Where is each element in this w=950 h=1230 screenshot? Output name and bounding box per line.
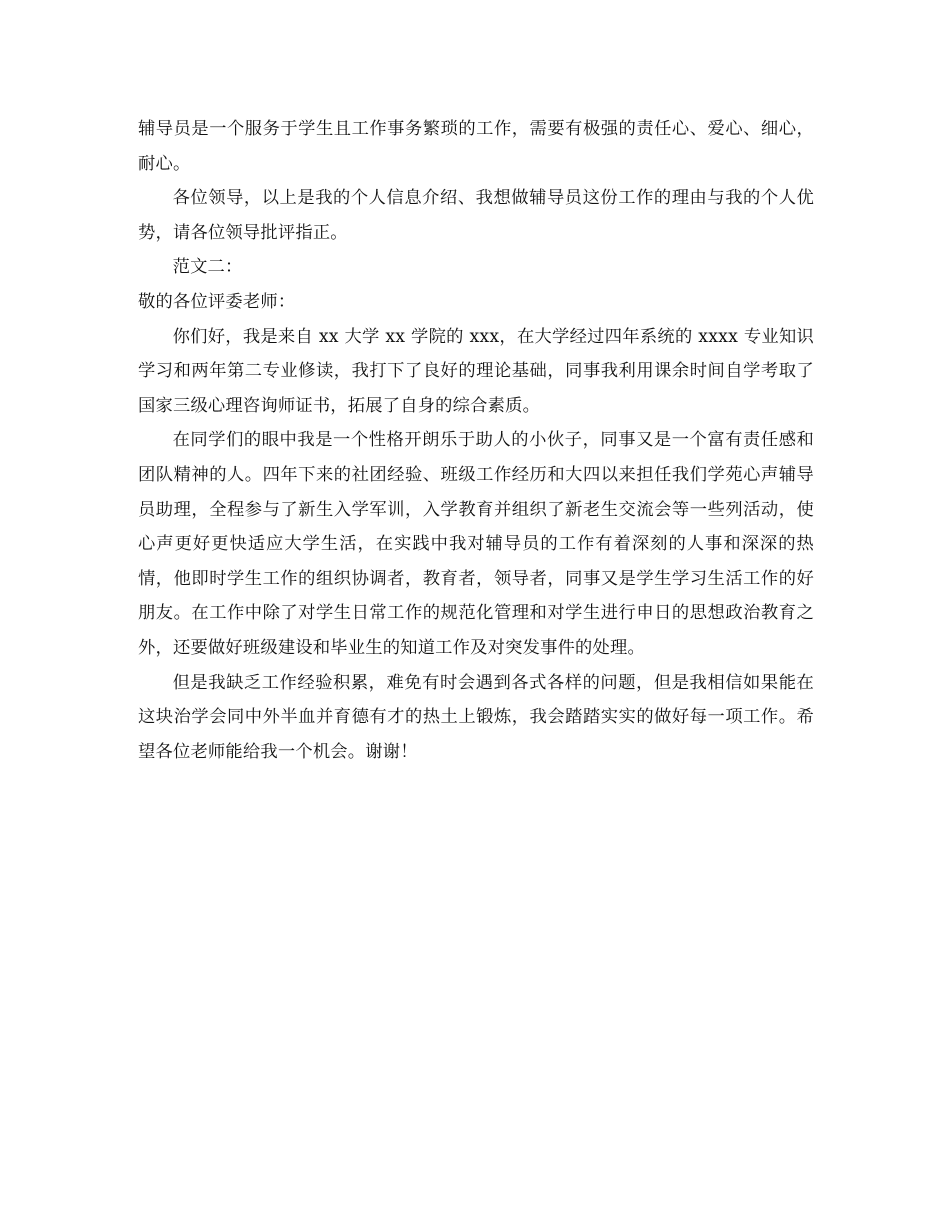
paragraph-introduction: 你们好，我是来自 xx 大学 xx 学院的 xxx，在大学经过四年系统的 xxxx 专业知识学习和两年第二专业修读，我打下了良好的理论基础，同事我利用课余时间自学考取了国家三级心理咨询师证书，拓展了自身的综合素质。 bbox=[138, 326, 814, 416]
salutation: 敬的各位评委老师： bbox=[138, 291, 296, 312]
paragraph-closing-remark: 各位领导，以上是我的个人信息介绍、我想做辅导员这份工作的理由与我的个人优势，请各位领导批评指正。 bbox=[138, 188, 814, 243]
document-body bbox=[138, 112, 814, 769]
paragraph-experience: 在同学们的眼中我是一个性格开朗乐于助人的小伙子，同事又是一个富有责任感和团队精神的人。四年下来的社团经验、班级工作经历和大四以来担任我们学苑心声辅导员助理，全程参与了新生入学军训，入学教育并组织了新老生交流会等一些列活动，使心声更好更快适应大学生活，在实践中我对辅导员的工作有着深刻的人事和深深的热情，他即时学生工作的组织协调者，教育者，领导者，同事又是学生学习生活工作的好朋友。在工作中除了对学生日常工作的规范化管理和对学生进行申日的思想政治教育之外，还要做好班级建设和毕业生的知道工作及对突发事件的处理。 bbox=[138, 430, 814, 658]
paragraph-conclusion: 但是我缺乏工作经验积累，难免有时会遇到各式各样的问题，但是我相信如果能在这块治学会同中外半血并育德有才的热土上锻炼，我会踏踏实实的做好每一项工作。希望各位老师能给我一个机会。谢谢！ bbox=[138, 672, 814, 762]
sample-heading: 范文二： bbox=[172, 257, 243, 278]
paragraph-continuation: 辅导员是一个服务于学生且工作事务繁琐的工作，需要有极强的责任心、爱心、细心，耐心。 bbox=[138, 119, 814, 174]
